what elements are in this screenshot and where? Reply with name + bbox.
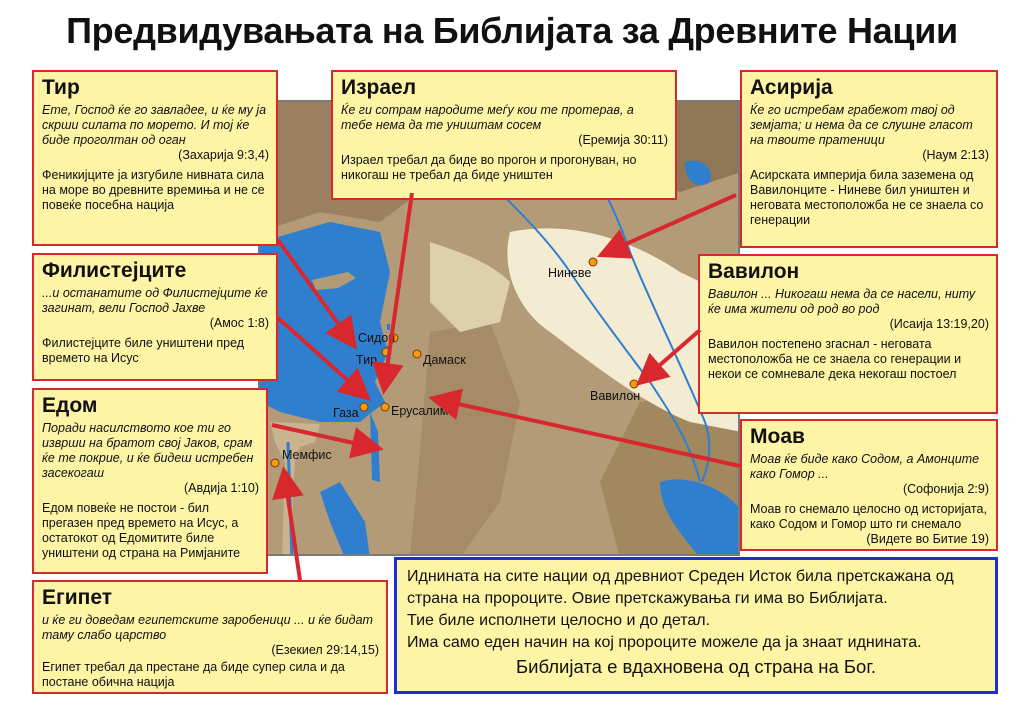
box-israel bbox=[331, 70, 677, 200]
box-edom-note: Едом повеќе не постои - бил прегазен пред времето на Исус, а остатокот од Едомитите биле уништени од страна на Римјаните bbox=[42, 501, 241, 560]
box-babylon bbox=[698, 254, 998, 414]
summary-box bbox=[394, 557, 998, 694]
box-moab-note-reference: (Видете во Битие 19) bbox=[866, 532, 989, 546]
box-assyria-quote: Ќе го истребам грабежот твој од земјата; и нема да се слушне гласот на твоите пратеници bbox=[750, 103, 973, 147]
box-babylon-note: Вавилон постепено згаснал - неговата местоположба не се знаела со генерации и некои се сомневале дека некогаш постоел bbox=[708, 337, 962, 381]
box-egypt-reference: (Езекиел 29:14,15) bbox=[271, 643, 379, 657]
svg-text:Мемфис: Мемфис bbox=[282, 448, 332, 462]
svg-text:Вавилон: Вавилон bbox=[590, 389, 641, 403]
svg-text:Сидон: Сидон bbox=[358, 331, 396, 345]
box-babylon-quote: Вавилон ... Никогаш нема да се насели, ниту ќе има жители од род во род bbox=[708, 287, 976, 316]
box-egypt bbox=[32, 580, 388, 694]
box-philistines bbox=[32, 253, 278, 381]
mediterranean-sea bbox=[260, 222, 390, 422]
box-philistines-quote: ...и останатите од Филистејците ќе загинат, вели Господ Јахве bbox=[42, 286, 268, 315]
summary-conclusion: Библијата е вдахновена од страна на Бог. bbox=[516, 656, 876, 677]
box-tyre-reference: (Захарија 9:3,4) bbox=[178, 148, 269, 162]
svg-text:Дамаск: Дамаск bbox=[423, 353, 466, 367]
box-moab-quote: Моав ќе биде како Содом, а Амонците како Гомор ... bbox=[750, 452, 980, 481]
box-tyre-note: Феникијците ја изгубиле нивната сила на море во древните времиња и не се повеќе посебна нација bbox=[42, 168, 265, 212]
city-jerusalem bbox=[381, 403, 448, 418]
box-egypt-quote: и ќе ги доведам египетските заробеници ... и ќе бидат таму слабо царство bbox=[42, 613, 373, 642]
box-israel-reference: (Еремија 30:11) bbox=[578, 133, 668, 147]
box-israel-note: Израел требал да биде во прогон и прогонуван, но никогаш не требал да биде уништен bbox=[341, 153, 637, 182]
box-tyre-quote: Ете, Господ ќе го завладее, и ќе му ја скрши силата по морето. И тој ќе биде проголтан од оган bbox=[42, 103, 267, 147]
box-assyria-reference: (Наум 2:13) bbox=[922, 148, 989, 162]
box-moab-note: Моав го снемало целосно од историјата, како Содом и Гомор што ги снемало bbox=[750, 502, 987, 531]
svg-text:Ниневе: Ниневе bbox=[548, 266, 592, 280]
box-tyre-heading: Тир bbox=[42, 76, 80, 99]
box-moab bbox=[740, 419, 998, 551]
box-assyria bbox=[740, 70, 998, 248]
box-moab-heading: Моав bbox=[750, 425, 805, 448]
box-philistines-reference: (Амос 1:8) bbox=[209, 316, 269, 330]
page-title: Предвидувањата на Библијата за Древните Нации bbox=[66, 10, 958, 51]
box-moab-reference: (Софонија 2:9) bbox=[902, 482, 989, 496]
box-assyria-note: Асирската империја била заземена од Вавилонците - Ниневе бил уништен и неговата местоположба не се знаела со генерации bbox=[750, 168, 984, 227]
box-egypt-note: Египет требал да престане да биде супер сила и да постане обична нација bbox=[42, 660, 345, 689]
summary-line-3: Има само еден начин на кој пророците можеле да ја знаат иднината. bbox=[407, 634, 922, 651]
box-edom-heading: Едом bbox=[42, 394, 98, 417]
city-sidon bbox=[358, 331, 398, 345]
box-assyria-heading: Асирија bbox=[750, 76, 833, 99]
box-edom-quote: Поради насилството кое ти го изврши на братот свој Јаков, срам ќе те покрие, и ќе бидеш истребен засекогаш bbox=[42, 421, 254, 480]
svg-text:Газа: Газа bbox=[333, 406, 359, 420]
box-philistines-note: Филистејците биле уништени пред времето на Исус bbox=[42, 336, 245, 365]
box-egypt-heading: Египет bbox=[42, 586, 113, 609]
box-israel-heading: Израел bbox=[341, 76, 417, 99]
box-edom-reference: (Авдија 1:10) bbox=[184, 481, 259, 495]
box-edom bbox=[32, 388, 268, 574]
box-philistines-heading: Филистејците bbox=[42, 259, 187, 282]
box-babylon-reference: (Исаија 13:19,20) bbox=[889, 317, 989, 331]
summary-line-1: Иднината на сите нации од древниот Среден Исток била претскажана од страна на пророците. Овие претскажувања ги има во Библијата. bbox=[407, 568, 954, 607]
box-tyre bbox=[32, 70, 278, 246]
summary-line-2: Тие биле исполнети целосно и до детал. bbox=[407, 612, 711, 629]
svg-text:Тир: Тир bbox=[356, 353, 378, 367]
box-israel-quote: Ќе ги сотрам народите меѓу кои те протерав, а тебе нема да те уништам сосем bbox=[341, 103, 634, 132]
svg-text:Ерусалим: Ерусалим bbox=[391, 404, 449, 418]
box-babylon-heading: Вавилон bbox=[708, 260, 800, 283]
